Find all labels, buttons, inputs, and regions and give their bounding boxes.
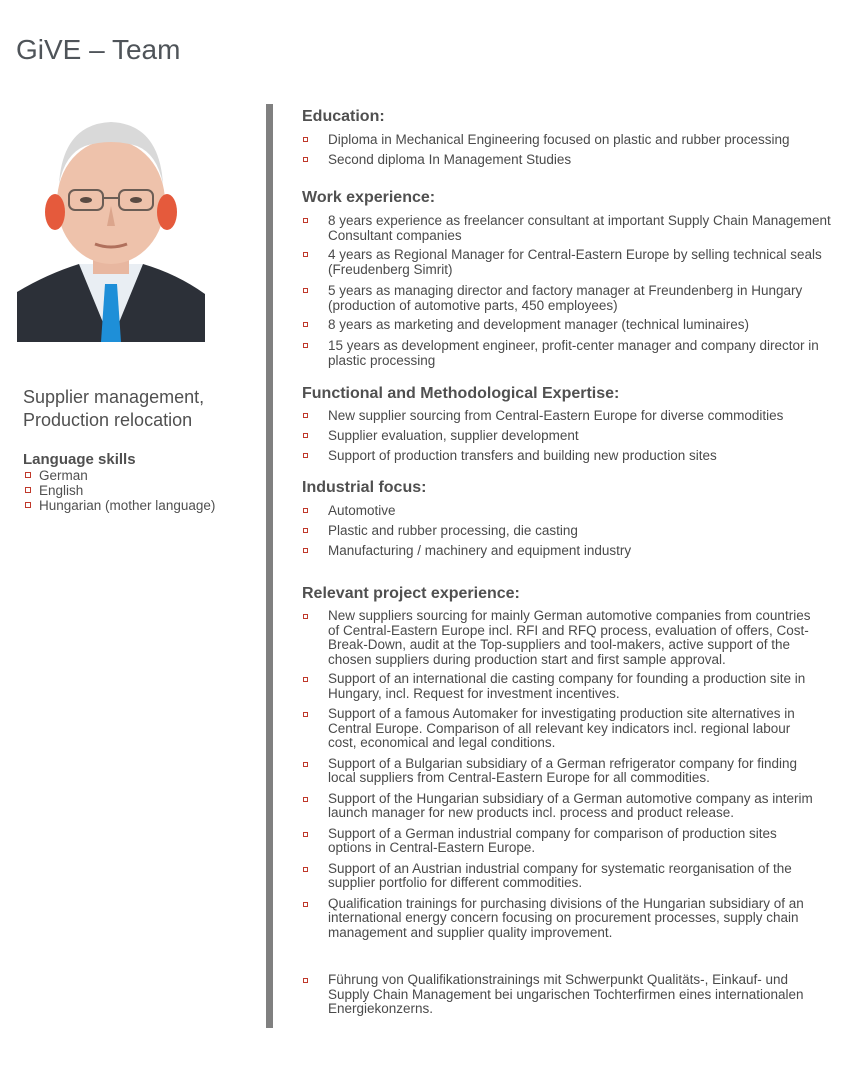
industrial-focus-list [302,503,832,558]
list-item: Support of a Bulgarian subsidiary of a German refrigerator company for finding local suppliers from Central-Eastern Europe for all commodities. [302,757,822,786]
list-item: 4 years as Regional Manager for Central-Eastern Europe by selling technical seals (Freudenberg Simrit) [302,247,832,277]
education-list [302,132,832,167]
bullet-icon [25,472,31,478]
education-heading: Education: [302,108,385,125]
bullet-icon [303,762,308,767]
list-item: Support of production transfers and building new production sites [302,448,832,463]
list-item: English [23,483,215,498]
bullet-icon [303,288,308,293]
bullet-icon [303,413,308,418]
expertise-list [302,408,832,463]
work-experience-heading: Work experience: [302,189,436,206]
list-item: New suppliers sourcing for mainly German automotive companies from countries of Central-Eastern Europe incl. RFI and RFQ process, evaluation of offers, Cost-Break-Down, audit at the Top-suppliers and tool-makers, active support of the chosen suppliers during production start and first sample approval. [302,609,822,667]
bullet-icon [25,502,31,508]
bullet-icon [303,508,308,513]
bullet-icon [303,453,308,458]
list-item: Supplier evaluation, supplier development [302,428,832,443]
list-item: Support of the Hungarian subsidiary of a German automotive company as interim launch manager for new products incl. process and product release. [302,792,822,821]
bullet-icon [303,157,308,162]
list-item: 8 years experience as freelancer consultant at important Supply Chain Management Consultant companies [302,213,832,243]
bullet-icon [303,712,308,717]
list-item: New supplier sourcing from Central-Eastern Europe for diverse commodities [302,408,832,423]
list-item: Second diploma In Management Studies [302,152,832,167]
page-title: GiVE – Team [16,34,181,65]
bullet-icon [303,797,308,802]
project-experience-heading: Relevant project experience: [302,585,520,602]
language-skills-heading: Language skills [23,451,136,468]
list-item: Support of an Austrian industrial company for systematic reorganisation of the supplier portfolio for different commodities. [302,862,822,891]
bullet-icon [25,487,31,493]
bullet-icon [303,322,308,327]
list-item: Support of an international die casting company for founding a production site in Hungary, incl. Request for investment incentives. [302,672,822,701]
bullet-icon [303,343,308,348]
bullet-icon [303,978,308,983]
expertise-heading: Functional and Methodological Expertise: [302,385,620,402]
bullet-icon [303,218,308,223]
bullet-icon [303,867,308,872]
person-portrait-photo [17,114,205,342]
list-item: 5 years as managing director and factory manager at Freundenberg in Hungary (production of automotive parts, 450 employees) [302,283,832,313]
bullet-icon [303,252,308,257]
list-item: Plastic and rubber processing, die casting [302,523,832,538]
list-item: German [23,468,215,483]
language-list [23,468,215,513]
list-item: Hungarian (mother language) [23,498,215,513]
bullet-icon [303,902,308,907]
bullet-icon [303,548,308,553]
list-item: Support of a German industrial company for comparison of production sites options in Central-Eastern Europe. [302,827,822,856]
role-title: Supplier management, Production relocation [23,387,205,430]
bullet-icon [303,433,308,438]
list-item: 8 years as marketing and development manager (technical luminaires) [302,317,832,332]
list-item: Automotive [302,503,832,518]
bullet-icon [303,137,308,142]
list-item: Führung von Qualifikationstrainings mit Schwerpunkt Qualitäts-, Einkauf- und Supply Chain Management bei ungarischen Tochterfirmen eines internationalen Energiekonzerns. [302,973,822,1017]
bullet-icon [303,528,308,533]
industrial-focus-heading: Industrial focus: [302,479,427,496]
bullet-icon [303,614,308,619]
project-extra-list [302,973,822,1017]
bullet-icon [303,677,308,682]
list-item: Manufacturing / machinery and equipment industry [302,543,832,558]
work-experience-list [302,213,832,368]
project-experience-list [302,609,822,940]
list-item: Qualification trainings for purchasing divisions of the Hungarian subsidiary of an international energy concern focusing on procurement processes, supply chain management and supplier quality improvement. [302,897,822,941]
bullet-icon [303,832,308,837]
list-item: Diploma in Mechanical Engineering focused on plastic and rubber processing [302,132,832,147]
list-item: Support of a famous Automaker for investigating production site alternatives in Central Europe. Comparison of all relevant key indicators incl. regional labour cost, economical and legal conditions. [302,707,822,751]
vertical-divider [266,104,273,1028]
list-item: 15 years as development engineer, profit-center manager and company director in plastic processing [302,338,832,368]
